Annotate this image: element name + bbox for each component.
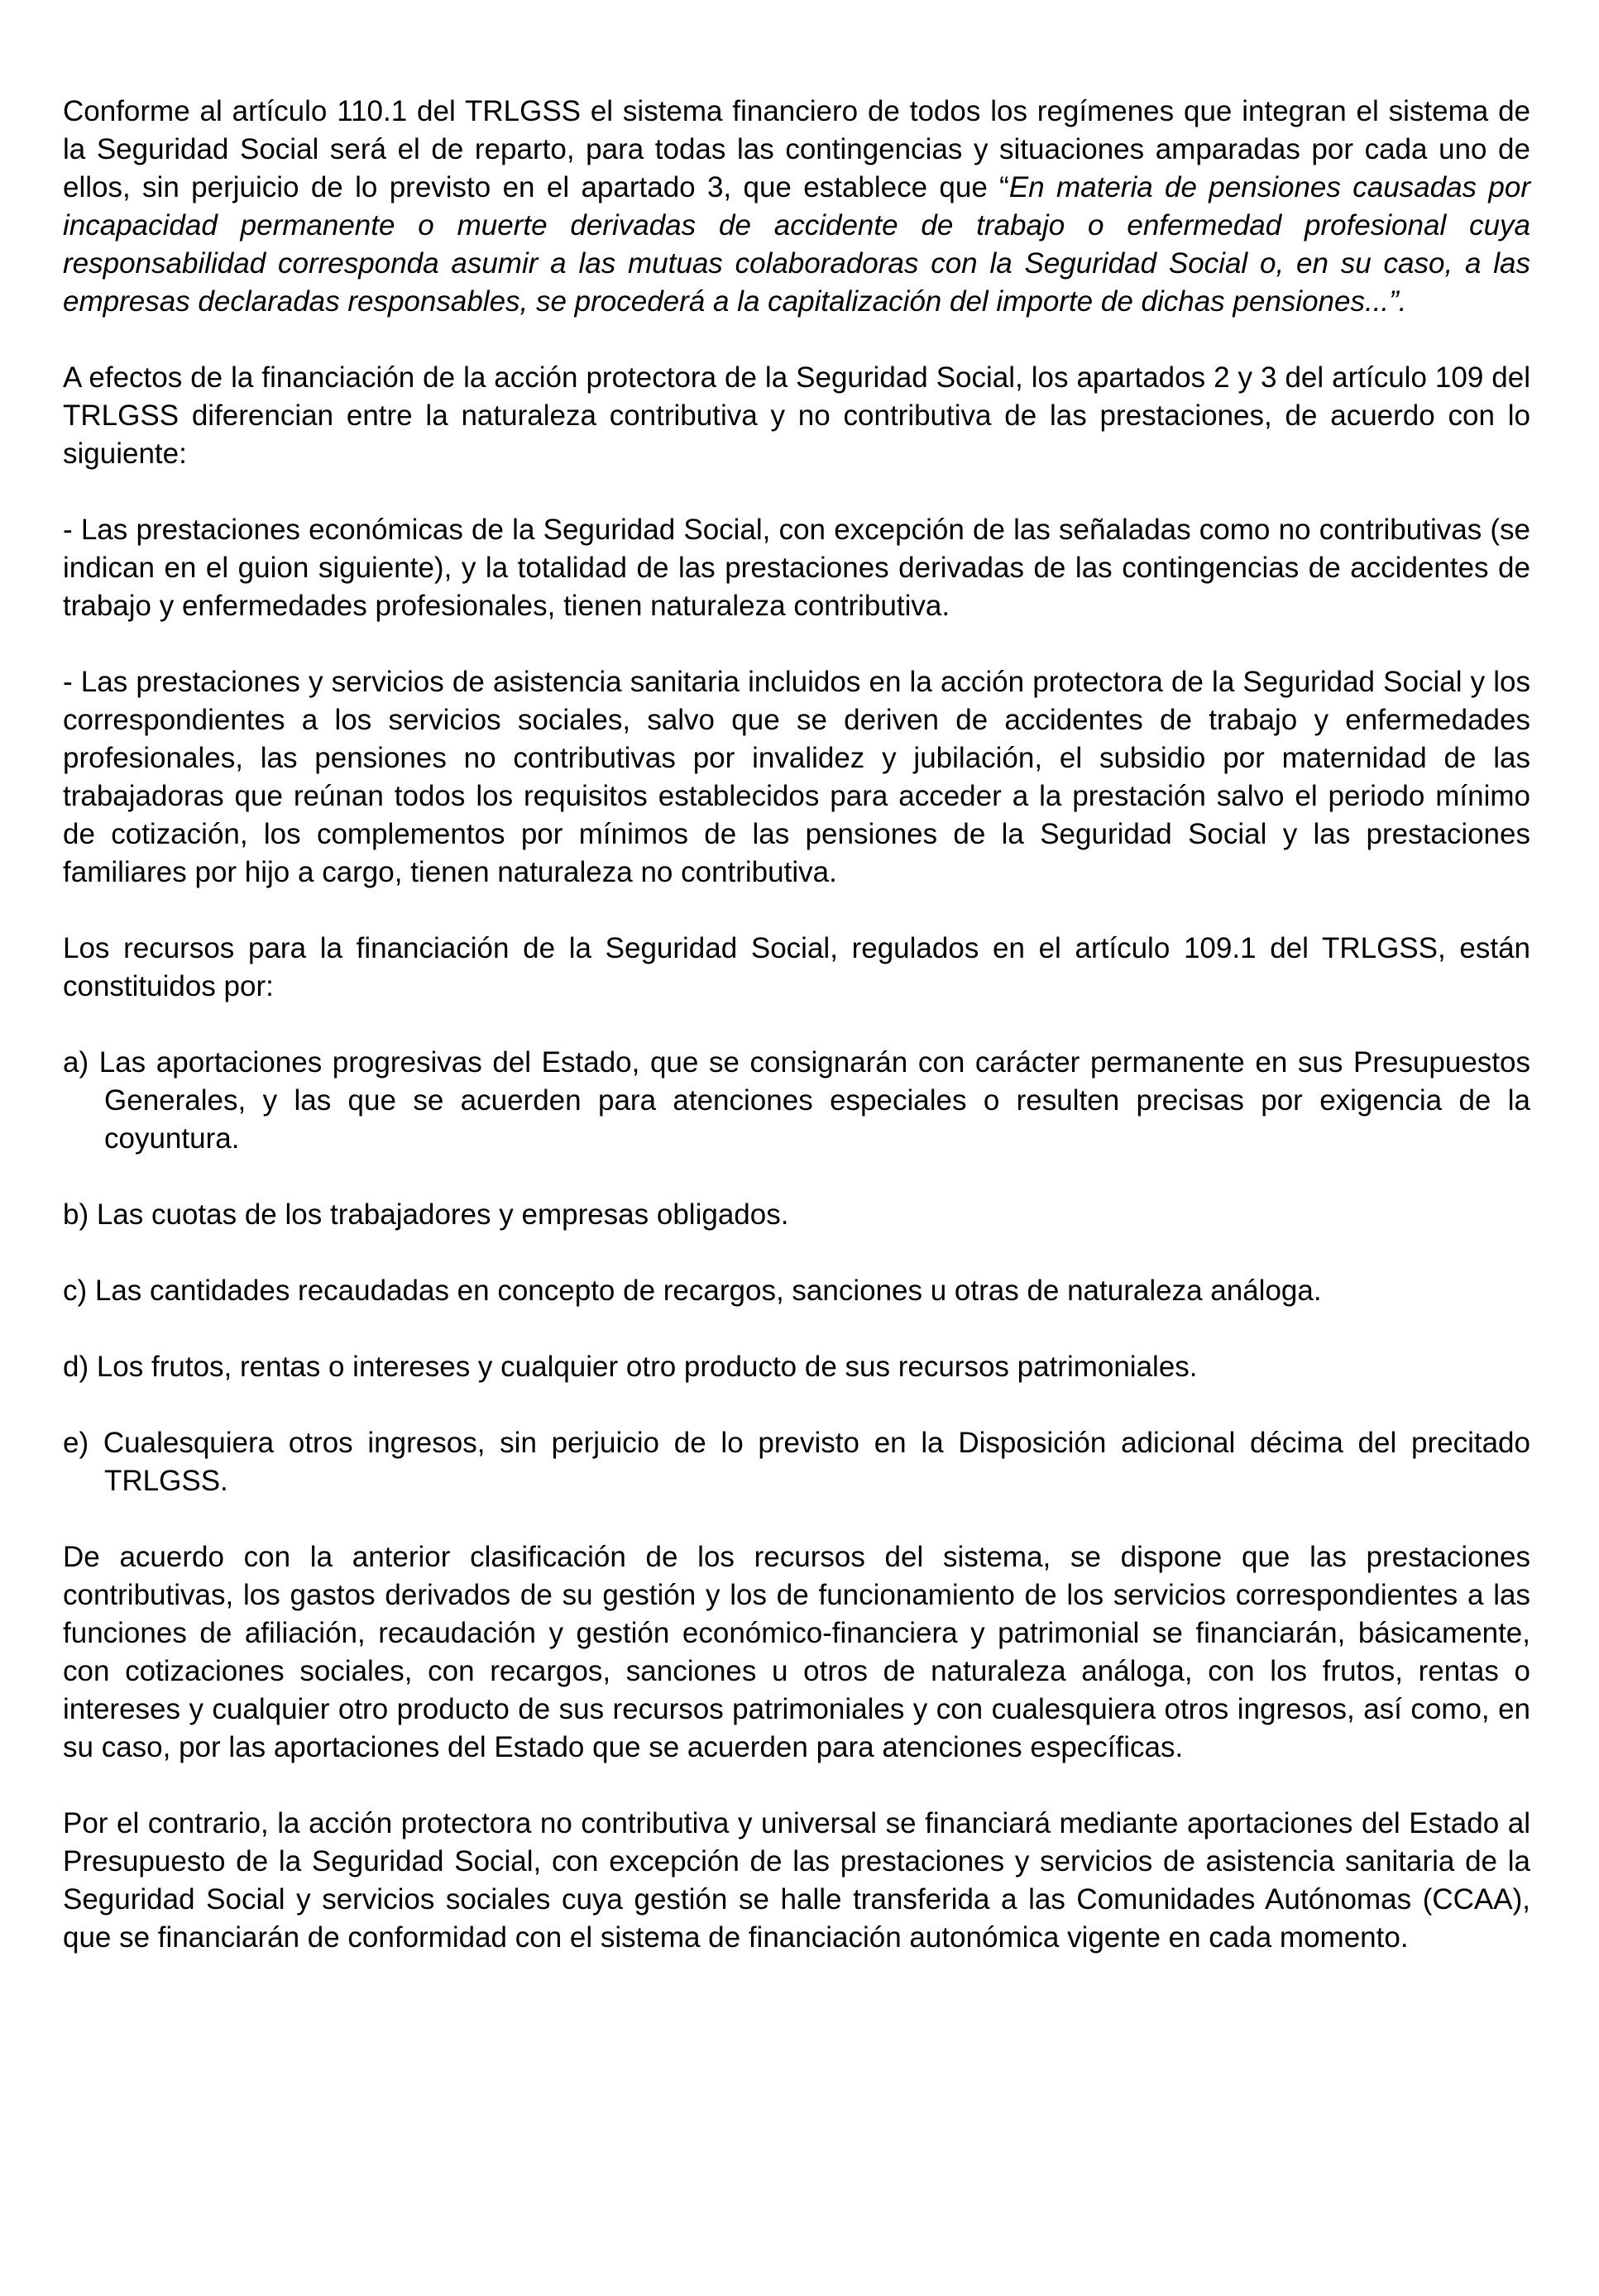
paragraph-financing-nature: A efectos de la financiación de la acción protectora de la Seguridad Social, los apartados 2 y 3 del artículo 109 del TRLGSS diferencian entre la naturaleza contributiva y no contributiva de las prestaciones, de acuerdo con lo siguiente:	[63, 361, 1530, 470]
quoted-text: En materia de pensiones causadas por incapacidad permanente o muerte derivadas de accidente de trabajo o enfermedad profesional cuya responsabilidad corresponda asumir a las mutuas colaboradoras con la Seguridad Social o, en su caso, a las empresas declaradas responsables, se procederá a la capitalización del importe de dichas pensiones...”.	[63, 171, 1530, 318]
paragraph-financial-system	[63, 93, 1530, 321]
list-item-a: a) Las aportaciones progresivas del Estado, que se consignarán con carácter permanente en sus Presupuestos Generales, y las que se acuerden para atenciones especiales o resulten precisas por exigencia de la coyuntura.	[63, 1046, 1530, 1155]
paragraph-classification: De acuerdo con la anterior clasificación de los recursos del sistema, se dispone que las prestaciones contributivas, los gastos derivados de su gestión y los de funcionamiento de los servicios correspondientes a las funciones de afiliación, recaudación y gestión económico-financiera y patrimonial se financiarán, básicamente, con cotizaciones sociales, con recargos, sanciones u otros de naturaleza análoga, con los frutos, rentas o intereses y cualquier otro producto de sus recursos patrimoniales y con cualesquiera otros ingresos, así como, en su caso, por las aportaciones del Estado que se acuerden para atenciones específicas.	[63, 1541, 1530, 1763]
list-item-e: e) Cualesquiera otros ingresos, sin perjuicio de lo previsto en la Disposición adicional décima del precitado TRLGSS.	[63, 1427, 1530, 1497]
paragraph-resources-intro: Los recursos para la financiación de la Seguridad Social, regulados en el artículo 109.1 del TRLGSS, están constituidos por:	[63, 932, 1530, 1002]
paragraph-non-contributive: - Las prestaciones y servicios de asistencia sanitaria incluidos en la acción protectora de la Seguridad Social y los correspondientes a los servicios sociales, salvo que se deriven de accidentes de trabajo y enfermedades profesionales, las pensiones no contributivas por invalidez y jubilación, el subsidio por maternidad de las trabajadoras que reúnan todos los requisitos establecidos para acceder a la prestación salvo el periodo mínimo de cotización, los complementos por mínimos de las pensiones de la Seguridad Social y las prestaciones familiares por hijo a cargo, tienen naturaleza no contributiva.	[63, 666, 1530, 888]
document-page	[63, 93, 1530, 1995]
paragraph-contributive: - Las prestaciones económicas de la Seguridad Social, con excepción de las señaladas como no contributivas (se indican en el guion siguiente), y la totalidad de las prestaciones derivadas de las contingencias de accidentes de trabajo y enfermedades profesionales, tienen naturaleza contributiva.	[63, 514, 1530, 622]
list-item-c: c) Las cantidades recaudadas en concepto de recargos, sanciones u otras de naturaleza análoga.	[63, 1275, 1322, 1307]
paragraph-intro-text: Conforme al artículo 110.1 del TRLGSS el sistema financiero de todos los regímenes que integran el sistema de la Seguridad Social será el de reparto, para todas las contingencias y situaciones amparadas por cada uno de ellos, sin perjuicio de lo previsto en el apartado 3, que establece que “	[63, 95, 1530, 203]
list-item-d: d) Los frutos, rentas o intereses y cualquier otro producto de sus recursos patrimoniales.	[63, 1351, 1198, 1383]
paragraph-non-contributive-financing: Por el contrario, la acción protectora no contributiva y universal se financiará mediante aportaciones del Estado al Presupuesto de la Seguridad Social, con excepción de las prestaciones y servicios de asistencia sanitaria de la Seguridad Social y servicios sociales cuya gestión se halle transferida a las Comunidades Autónomas (CCAA), que se financiarán de conformidad con el sistema de financiación autonómica vigente en cada momento.	[63, 1807, 1530, 1954]
list-item-b: b) Las cuotas de los trabajadores y empresas obligados.	[63, 1198, 789, 1231]
